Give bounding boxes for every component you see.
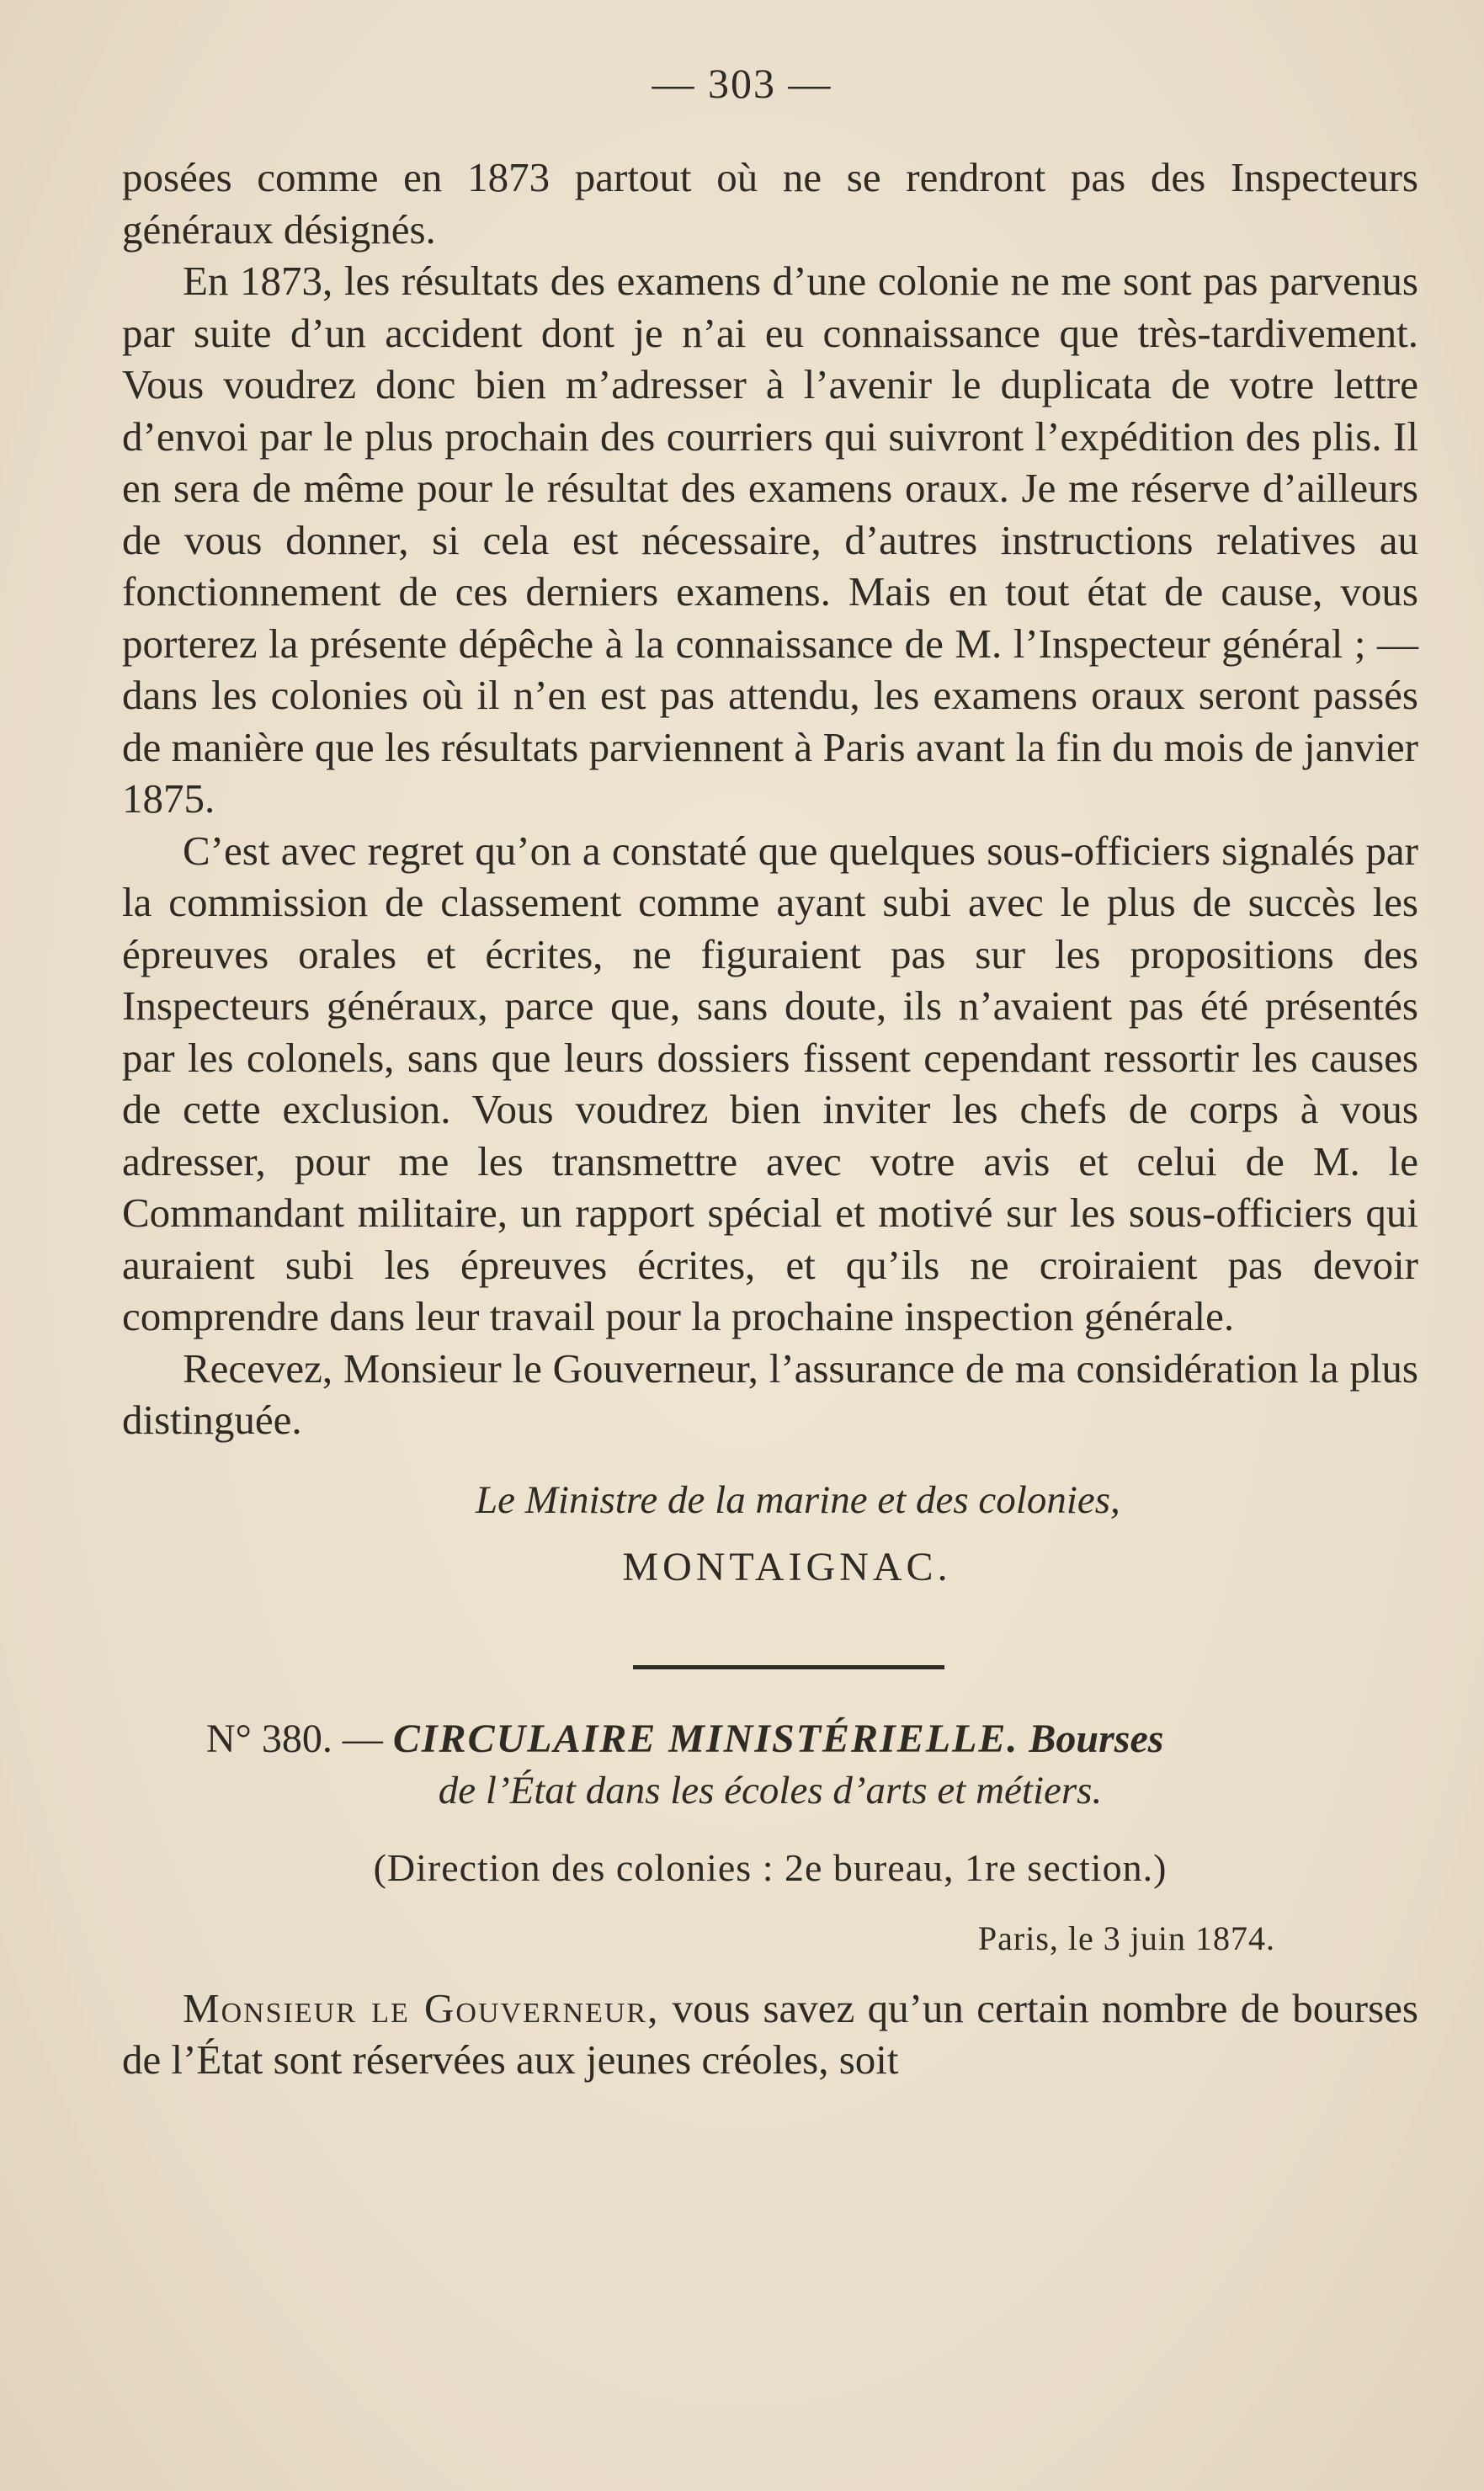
circular-subject-start: Bourses [1019, 1716, 1164, 1761]
circular-body [122, 1983, 1418, 2086]
circular-title-line [122, 1713, 1418, 1765]
circular-body-text: vous savez qu’un certain nombre de bourses de l’État sont réservées aux jeunes créoles, soit [122, 1984, 1418, 2083]
paragraph-examens: En 1873, les résultats des examens d’une colonie ne me sont pas parvenus par suite d’un accident dont je n’ai eu connaissance que très-tardivement. Vous voudrez donc bien m’adresser à l’avenir le duplicata de votre lettre d’envoi par le plus prochain des courriers qui suivront l’expédition des plis. Il en sera de même pour le résultat des examens oraux. Je me réserve d’ailleurs de vous donner, si cela est nécessaire, d’autres instructions relatives au fonctionnement de ces derniers examens. Mais en tout état de cause, vous porterez la présente dépêche à la connaissance de M. l’Inspecteur général ; — dans les colonies où il n’en est pas attendu, les examens oraux seront passés de manière que les résultats parviennent à Paris avant la fin du mois de janvier 1875. [122, 258, 1418, 822]
page-number: — 303 — [652, 60, 832, 107]
paragraph-sous-officiers: C’est avec regret qu’on a constaté que quelques sous-officiers signalés par la commission de classement comme ayant subi avec le plus de succès les épreuves orales et écrites, ne figuraient pas sur les propositions des Inspecteurs généraux, parce que, sans doute, ils n’avaient pas été présentés par les colonels, sans que leurs dossiers fissent cependant ressortir les causes de cette exclusion. Vous voudrez bien inviter les chefs de corps à vous adresser, pour me les transmettre avec votre avis et celui de M. le Commandant militaire, un rapport spécial et motivé sur les sous-officiers qui auraient subi les épreuves écrites, et qu’ils ne croiraient pas devoir comprendre dans leur travail pour la prochaine inspection générale. [122, 827, 1418, 1339]
circular-date: Paris, le 3 juin 1874. [977, 1919, 1275, 1957]
letter-body [122, 152, 1418, 2086]
circular-number: N° 380. — [206, 1716, 393, 1761]
signature-block [122, 1475, 1418, 1593]
paragraph-continuation: posées comme en 1873 partout où ne se rendront pas des Inspecteurs généraux désignés. [122, 154, 1418, 253]
circular-first-paragraph [122, 1983, 1418, 2086]
signature-name: MONTAIGNAC. [622, 1544, 952, 1589]
circular-title: CIRCULAIRE MINISTÉRIELLE. [392, 1716, 1019, 1761]
signature-role: Le Ministre de la marine et des colonies, [476, 1477, 1120, 1522]
circular-subject-end: de l’État dans les écoles d’arts et métiers. [438, 1768, 1103, 1812]
circular-heading [122, 1713, 1418, 1816]
section-divider [633, 1665, 944, 1669]
circular-direction: (Direction des colonies : 2e bureau, 1re section.) [373, 1845, 1168, 1889]
paragraph-closing: Recevez, Monsieur le Gouverneur, l’assurance de ma considération la plus distinguée. [122, 1344, 1418, 1443]
circular-salutation: Monsieur le Gouverneur, [183, 1984, 660, 2031]
